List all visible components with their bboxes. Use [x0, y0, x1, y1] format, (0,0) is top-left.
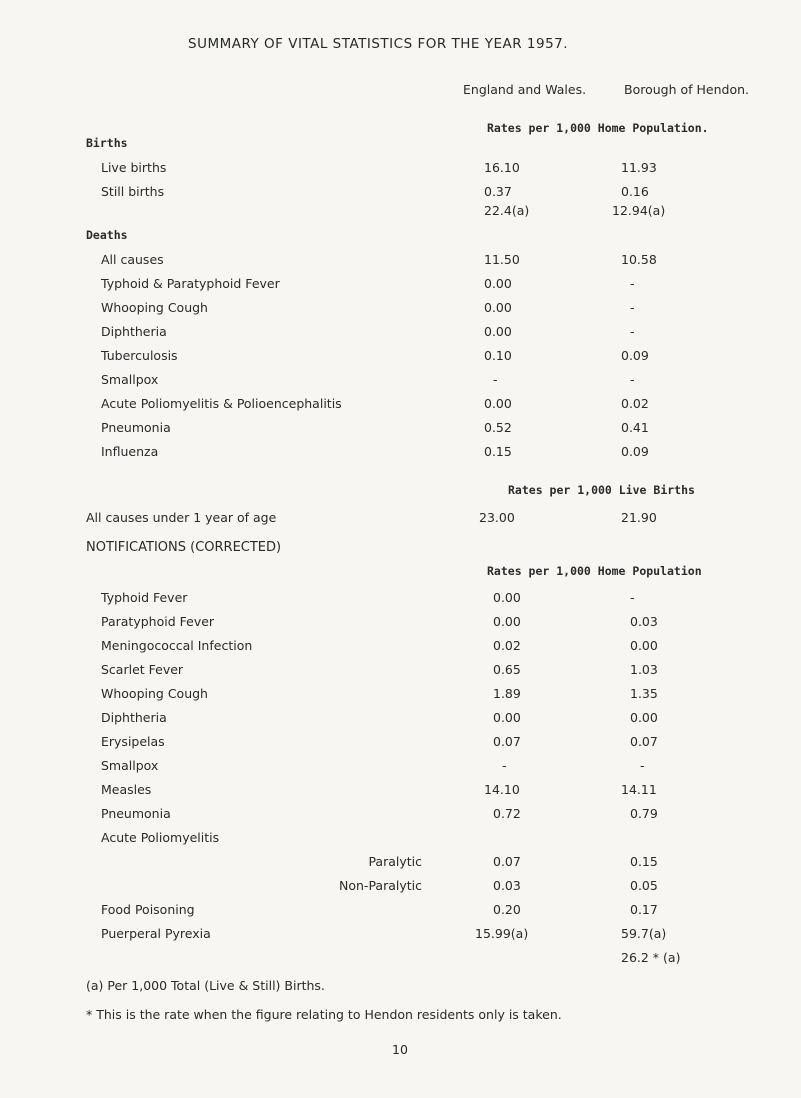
england-value: 15.99(a)	[475, 926, 529, 941]
page-title: SUMMARY OF VITAL STATISTICS FOR THE YEAR 1957.	[188, 36, 569, 52]
england-value: -	[493, 372, 498, 387]
row-label: Pneumonia	[101, 806, 171, 821]
england-value: 0.65	[493, 662, 521, 677]
row-label: Non-Paralytic	[339, 878, 422, 893]
borough-value: 26.2 * (a)	[621, 950, 681, 965]
england-value: 14.10	[484, 782, 520, 797]
england-value: 0.00	[493, 590, 521, 605]
borough-value: -	[630, 372, 635, 387]
borough-value: -	[630, 300, 635, 315]
deaths-heading: Deaths	[86, 228, 128, 242]
row-label: Puerperal Pyrexia	[101, 926, 211, 941]
england-value: 11.50	[484, 252, 520, 267]
borough-value: 0.02	[621, 396, 649, 411]
row-label: Whooping Cough	[101, 300, 208, 315]
rates-live-header: Rates per 1,000 Live Births	[508, 483, 695, 497]
row-label: Food Poisoning	[101, 902, 195, 917]
england-value: 0.00	[484, 276, 512, 291]
rates-home-header-notifications: Rates per 1,000 Home Population	[487, 564, 702, 578]
borough-value: 0.15	[630, 854, 658, 869]
england-value: 0.15	[484, 444, 512, 459]
england-value: 0.20	[493, 902, 521, 917]
births-heading: Births	[86, 136, 128, 150]
england-value: 22.4(a)	[484, 203, 530, 218]
borough-value: 11.93	[621, 160, 657, 175]
row-label: Diphtheria	[101, 710, 167, 725]
borough-value: 0.41	[621, 420, 649, 435]
borough-value: 0.00	[630, 638, 658, 653]
row-label: Measles	[101, 782, 152, 797]
england-value: -	[502, 758, 507, 773]
row-label: Smallpox	[101, 372, 159, 387]
row-label: Paratyphoid Fever	[101, 614, 215, 629]
borough-value: 0.79	[630, 806, 658, 821]
row-label: All causes under 1 year of age	[86, 510, 277, 525]
row-label: Diphtheria	[101, 324, 167, 339]
england-value: 1.89	[493, 686, 521, 701]
england-value: 0.00	[493, 614, 521, 629]
row-label: Meningococcal Infection	[101, 638, 253, 653]
borough-value: 12.94(a)	[612, 203, 666, 218]
borough-value: -	[640, 758, 645, 773]
borough-value: 10.58	[621, 252, 657, 267]
england-value: 0.02	[493, 638, 521, 653]
borough-value: 0.03	[630, 614, 658, 629]
borough-value: 0.09	[621, 444, 649, 459]
england-value: 0.00	[484, 300, 512, 315]
england-value: 0.07	[493, 734, 521, 749]
england-value: 0.52	[484, 420, 512, 435]
england-value: 0.37	[484, 184, 512, 199]
row-label: Scarlet Fever	[101, 662, 184, 677]
borough-value: 0.07	[630, 734, 658, 749]
england-value: 0.03	[493, 878, 521, 893]
row-label: Acute Poliomyelitis & Polioencephalitis	[101, 396, 342, 411]
row-label: Influenza	[101, 444, 159, 459]
borough-value: 1.35	[630, 686, 658, 701]
row-label: Whooping Cough	[101, 686, 208, 701]
row-label: Paralytic	[368, 854, 422, 869]
row-label: All causes	[101, 252, 164, 267]
rates-home-header: Rates per 1,000 Home Population.	[487, 121, 709, 135]
row-label: Typhoid & Paratyphoid Fever	[101, 276, 280, 291]
row-label: Tuberculosis	[101, 348, 178, 363]
footnote-a: (a) Per 1,000 Total (Live & Still) Births.	[86, 978, 325, 993]
borough-value: 59.7(a)	[621, 926, 667, 941]
borough-value: 14.11	[621, 782, 657, 797]
england-value: 0.00	[484, 324, 512, 339]
borough-value: 0.17	[630, 902, 658, 917]
england-value: 0.72	[493, 806, 521, 821]
row-label: Smallpox	[101, 758, 159, 773]
england-value: 0.10	[484, 348, 512, 363]
row-label: Still births	[101, 184, 165, 199]
row-label: Typhoid Fever	[101, 590, 188, 605]
row-label: Live births	[101, 160, 167, 175]
england-value: 0.00	[493, 710, 521, 725]
england-value: 0.07	[493, 854, 521, 869]
borough-value: 0.09	[621, 348, 649, 363]
row-label: Pneumonia	[101, 420, 171, 435]
column-header-borough: Borough of Hendon.	[624, 82, 749, 97]
borough-value: 0.16	[621, 184, 649, 199]
england-value: 23.00	[479, 510, 515, 525]
row-label: Acute Poliomyelitis	[101, 830, 220, 845]
footnote-star: * This is the rate when the figure relating to Hendon residents only is taken.	[86, 1007, 562, 1022]
england-value: 0.00	[484, 396, 512, 411]
borough-value: 21.90	[621, 510, 657, 525]
borough-value: 1.03	[630, 662, 658, 677]
borough-value: -	[630, 324, 635, 339]
borough-value: -	[630, 590, 635, 605]
column-header-england: England and Wales.	[463, 82, 587, 97]
england-value: 16.10	[484, 160, 520, 175]
borough-value: 0.00	[630, 710, 658, 725]
row-label: Erysipelas	[101, 734, 165, 749]
notifications-heading: NOTIFICATIONS (CORRECTED)	[86, 540, 282, 555]
borough-value: 0.05	[630, 878, 658, 893]
page-number: 10	[392, 1042, 408, 1057]
borough-value: -	[630, 276, 635, 291]
